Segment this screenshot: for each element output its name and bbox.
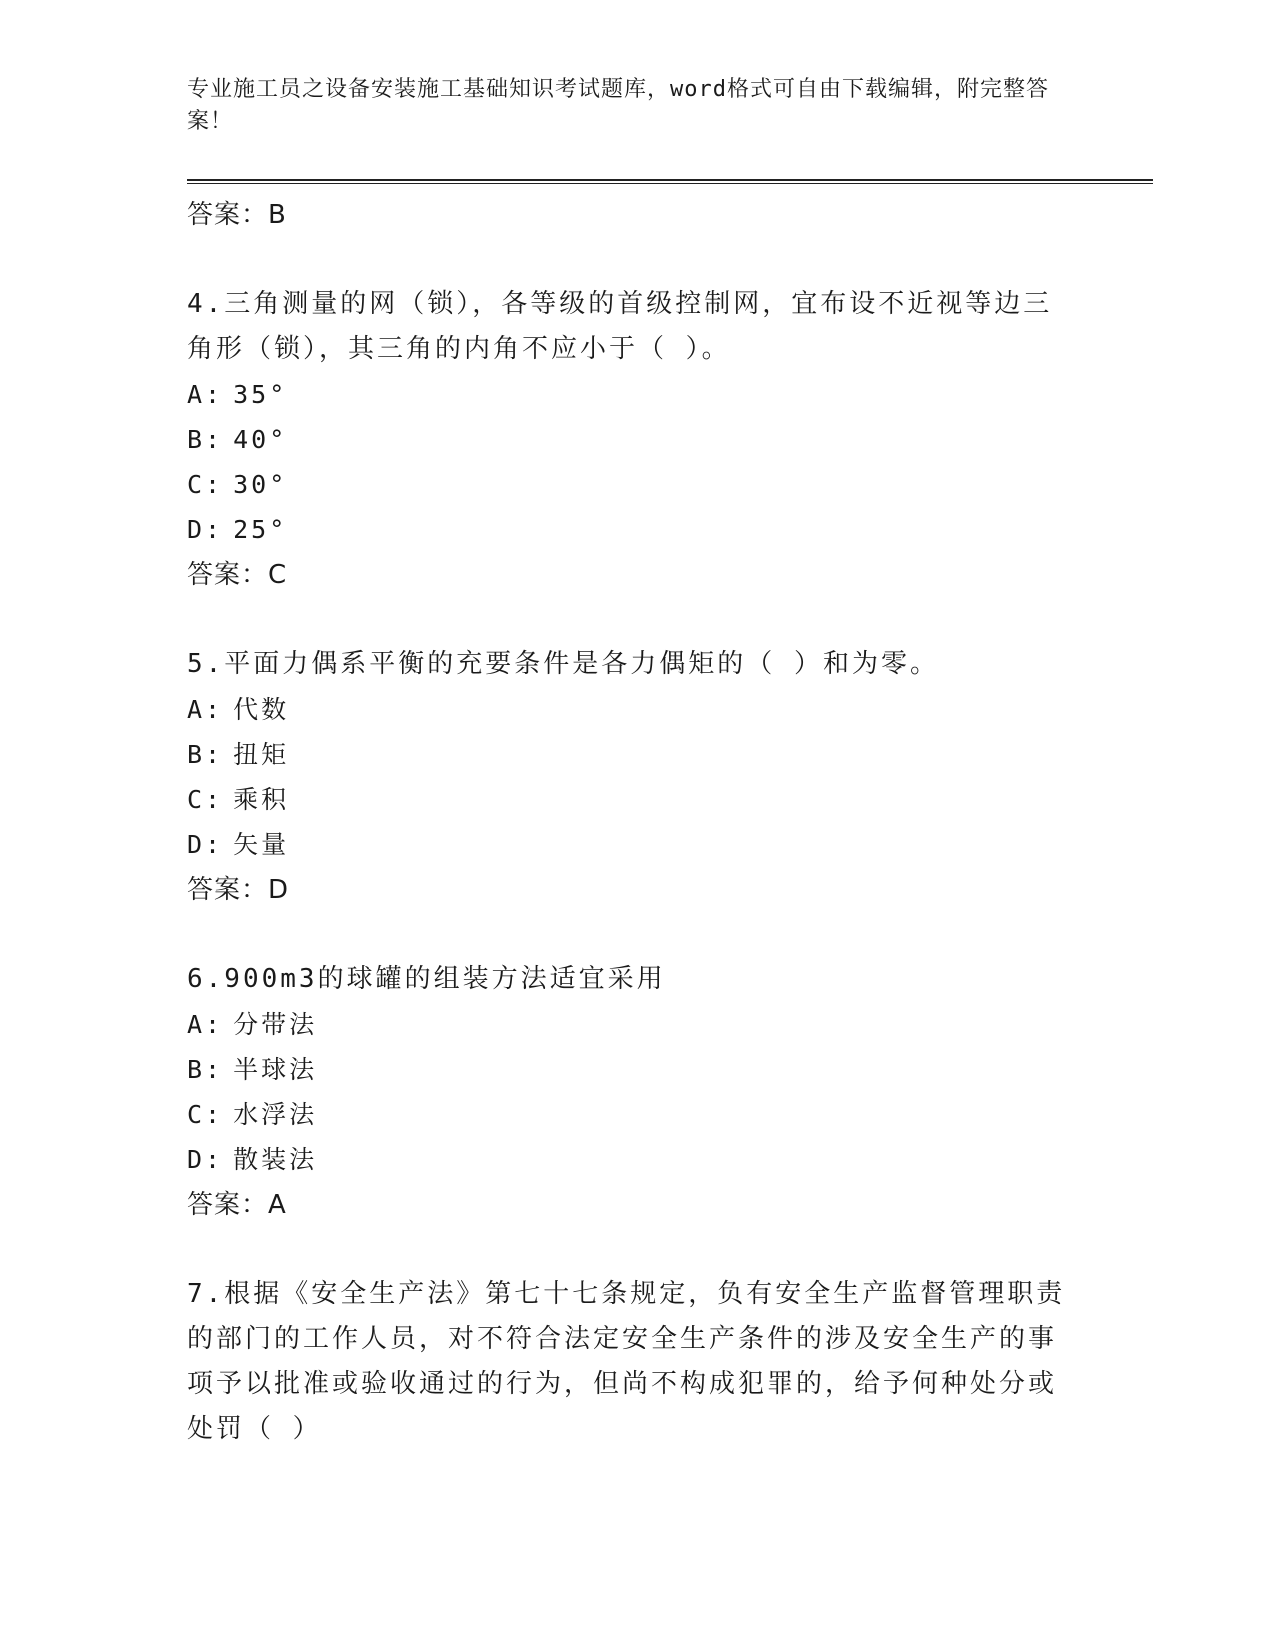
option-text: 30° — [233, 470, 288, 499]
option-c — [187, 462, 1067, 507]
option-key: B: — [187, 1055, 224, 1084]
option-d — [187, 822, 1067, 867]
header-divider — [187, 179, 1153, 181]
option-text: 40° — [233, 425, 288, 454]
option-a — [187, 687, 1067, 732]
option-text: 散装法 — [233, 1145, 318, 1174]
document-header: 专业施工员之设备安装施工基础知识考试题库，word格式可自由下载编辑，附完整答案！ — [187, 77, 1049, 134]
option-b — [187, 1047, 1067, 1092]
option-key: A: — [187, 695, 224, 724]
option-text: 矢量 — [233, 830, 290, 859]
option-key: D: — [187, 1145, 224, 1174]
document-body — [187, 192, 1067, 1452]
question-stem: 4.三角测量的网（锁），各等级的首级控制网，宜布设不近视等边三角形（锁），其三角的内角不应小于（ ）。 — [187, 289, 1053, 364]
option-key: C: — [187, 470, 224, 499]
question-stem: 6.900m3的球罐的组装方法适宜采用 — [187, 964, 666, 994]
option-key: A: — [187, 1010, 224, 1039]
option-a — [187, 1002, 1067, 1047]
option-key: C: — [187, 1100, 224, 1129]
option-a — [187, 372, 1067, 417]
option-text: 代数 — [233, 695, 290, 724]
option-b — [187, 732, 1067, 777]
option-c — [187, 777, 1067, 822]
option-key: B: — [187, 425, 224, 454]
option-key: D: — [187, 515, 224, 544]
option-text: 乘积 — [233, 785, 290, 814]
option-text: 水浮法 — [233, 1100, 318, 1129]
option-text: 扭矩 — [233, 740, 290, 769]
header-divider-thin — [187, 183, 1153, 184]
option-key: B: — [187, 740, 224, 769]
question-stem: 7.根据《安全生产法》第七十七条规定，负有安全生产监督管理职责的部门的工作人员，对不符合法定安全生产条件的涉及安全生产的事项予以批准或验收通过的行为，但尚不构成犯罪的，给予何种处分或处罚（ ） — [187, 1279, 1066, 1444]
option-text: 35° — [233, 380, 288, 409]
option-text: 分带法 — [233, 1010, 318, 1039]
option-d — [187, 507, 1067, 552]
answer-line: 答案：D — [187, 875, 290, 905]
answer-line: 答案：B — [187, 200, 287, 230]
option-text: 半球法 — [233, 1055, 318, 1084]
option-b — [187, 417, 1067, 462]
question-stem: 5.平面力偶系平衡的充要条件是各力偶矩的（ ）和为零。 — [187, 649, 939, 679]
option-key: C: — [187, 785, 224, 814]
answer-line: 答案：C — [187, 560, 288, 590]
option-d — [187, 1137, 1067, 1182]
answer-line: 答案：A — [187, 1190, 287, 1220]
option-key: A: — [187, 380, 224, 409]
option-c — [187, 1092, 1067, 1137]
option-key: D: — [187, 830, 224, 859]
option-text: 25° — [233, 515, 288, 544]
